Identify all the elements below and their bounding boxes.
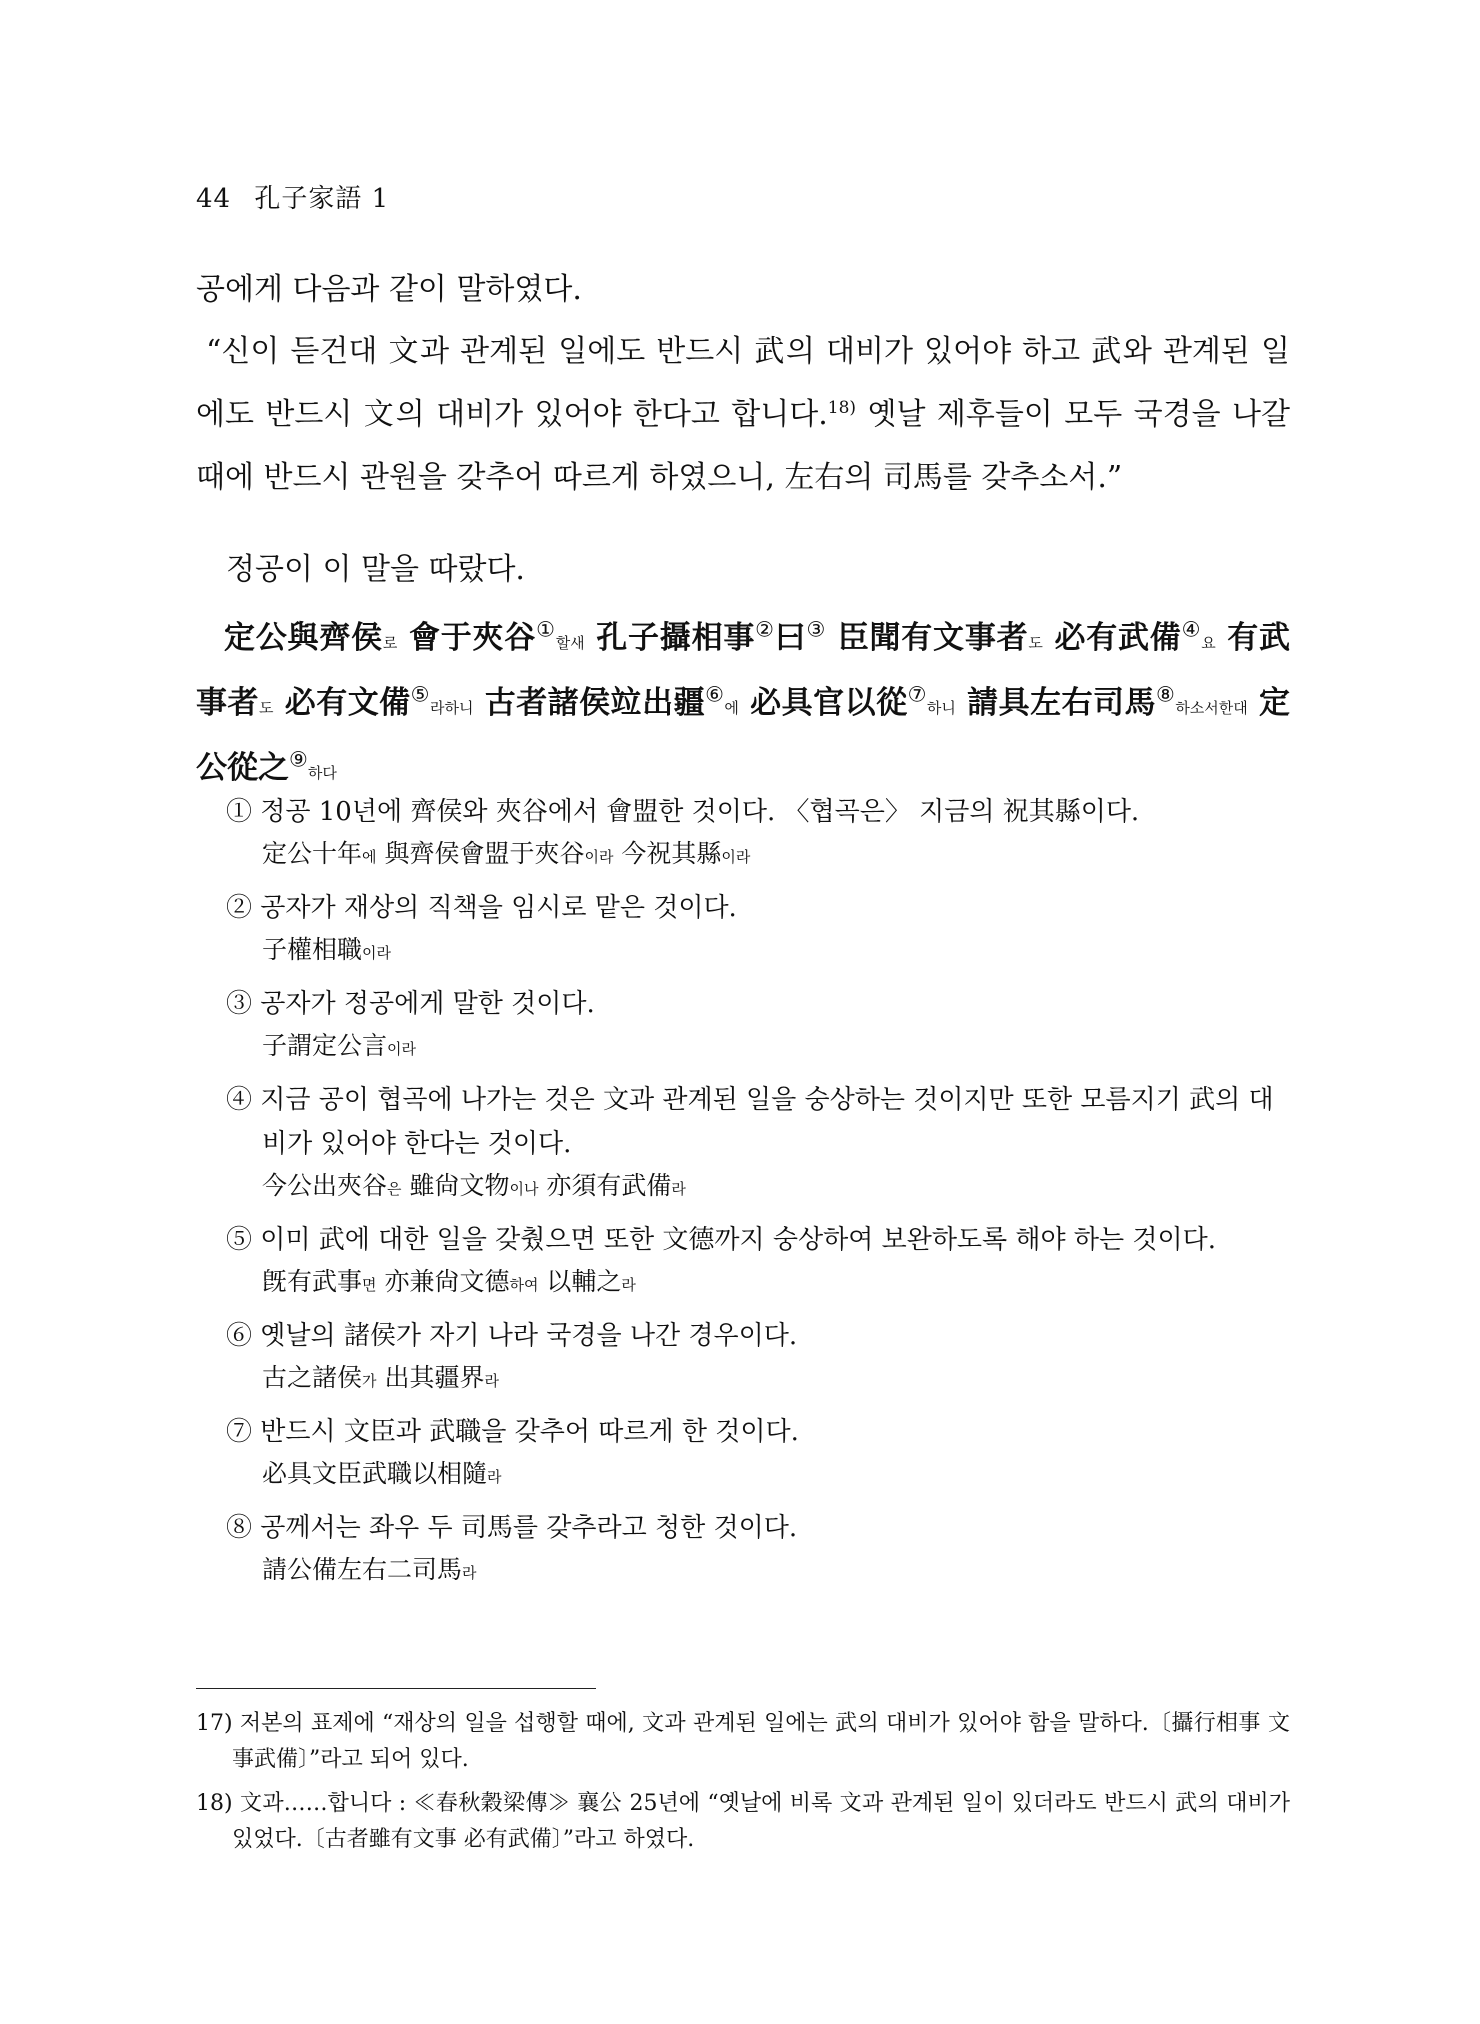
- annotation-item: [226, 1078, 1290, 1209]
- annotation-chinese-phrase: 定公十年: [262, 839, 363, 868]
- annotation-marker: ④: [1181, 617, 1202, 642]
- hangul-particle: 라: [621, 1276, 636, 1294]
- annotation-korean: ② 공자가 재상의 직책을 임시로 맡은 것이다.: [226, 893, 737, 923]
- hangul-particle: 이라: [721, 848, 751, 866]
- annotation-chinese: [226, 1454, 1290, 1497]
- hangul-particle: 요: [1201, 634, 1216, 652]
- hangul-particle: 로: [382, 634, 398, 652]
- annotation-item: [226, 1218, 1290, 1305]
- page-number: 44: [196, 184, 232, 214]
- hangul-particle: 도: [1028, 634, 1043, 652]
- hangul-particle: 하여: [509, 1276, 539, 1294]
- footnotes: [196, 1706, 1290, 1866]
- annotation-chinese: [226, 834, 1290, 877]
- annotation-chinese-phrase: 請公備左右二司馬: [262, 1555, 463, 1584]
- annotation-korean: ③ 공자가 정공에게 말한 것이다.: [226, 989, 595, 1019]
- annotation-chinese: [226, 1262, 1290, 1305]
- hangul-particle: 이나: [509, 1180, 539, 1198]
- annotation-chinese: [226, 1550, 1290, 1593]
- annotation-chinese-phrase: 與齊侯會盟于夾谷: [376, 839, 585, 868]
- annotation-list: [226, 790, 1290, 1602]
- annotation-chinese-phrase: 古之諸侯: [262, 1363, 363, 1392]
- annotation-chinese-phrase: 子權相職: [262, 935, 363, 964]
- hangul-particle: 에: [362, 848, 377, 866]
- annotation-item: [226, 1506, 1290, 1593]
- translation-paragraph-2: [196, 320, 1290, 509]
- hangul-particle: 이라: [584, 848, 614, 866]
- classical-phrase: 臣聞有文事者: [826, 620, 1029, 656]
- hangul-particle: 도: [258, 699, 274, 717]
- annotation-korean: ⑥ 옛날의 諸侯가 자기 나라 국경을 나간 경우이다.: [226, 1321, 798, 1351]
- annotation-chinese: [226, 930, 1290, 973]
- footnote-17: 17) 저본의 표제에 “재상의 일을 섭행할 때에, 文과 관계된 일에는 武의 대비가 있어야 함을 말하다.〔攝行相事 文事武備〕”라고 되어 있다.: [196, 1711, 1290, 1772]
- annotation-item: [226, 1314, 1290, 1401]
- classical-phrase: 必具官以從: [738, 685, 908, 721]
- classical-phrase: 會于夾谷: [397, 620, 537, 656]
- classical-phrase: 請具左右司馬: [955, 685, 1156, 721]
- translation-text: 옛날 제후들이 모두 국경을 나갈 때에 반드시 관원을 갖추어 따르게 하였으니, 左右의 司馬를 갖추소서.”: [196, 397, 1290, 495]
- annotation-chinese-phrase: 以輔之: [538, 1267, 622, 1296]
- annotation-chinese: [226, 1026, 1290, 1069]
- annotation-item: [226, 1410, 1290, 1497]
- hangul-particle: 라: [462, 1564, 477, 1582]
- annotation-chinese-phrase: 必具文臣武職以相隨: [262, 1459, 488, 1488]
- hangul-particle: 할새: [555, 634, 585, 652]
- annotation-item: [226, 982, 1290, 1069]
- annotation-marker: ⑧: [1156, 682, 1176, 707]
- hangul-particle: 에: [724, 699, 739, 717]
- classical-phrase: 定公從之: [196, 685, 1291, 786]
- classical-phrase: 孔子攝相事: [584, 620, 756, 656]
- annotation-korean: ④ 지금 공이 협곡에 나가는 것은 文과 관계된 일을 숭상하는 것이지만 또한 모름지기 武의 대비가 있어야 한다는 것이다.: [226, 1085, 1274, 1159]
- book-title: 孔子家語 1: [254, 184, 390, 214]
- annotation-chinese-phrase: 亦兼尙文德: [376, 1267, 510, 1296]
- hangul-particle: 라: [671, 1180, 686, 1198]
- annotation-chinese-phrase: 子謂定公言: [262, 1031, 388, 1060]
- annotation-marker: ⑤: [410, 682, 430, 707]
- annotation-item: [226, 790, 1290, 877]
- annotation-korean: ⑧ 공께서는 좌우 두 司馬를 갖추라고 청한 것이다.: [226, 1513, 798, 1543]
- hangul-particle: 라하니: [429, 699, 474, 717]
- annotation-chinese-phrase: 亦須有武備: [538, 1171, 672, 1200]
- annotation-chinese-phrase: 出其疆界: [376, 1363, 485, 1392]
- classical-chinese-text: [196, 608, 1290, 803]
- classical-phrase: 古者諸侯竝出疆: [473, 685, 706, 721]
- classical-phrase: 必有文備: [273, 685, 411, 721]
- annotation-korean: ⑦ 반드시 文臣과 武職을 갖추어 따르게 한 것이다.: [226, 1417, 799, 1447]
- classical-phrase: 必有武備: [1042, 620, 1182, 656]
- hangul-particle: 이라: [387, 1040, 416, 1058]
- annotation-marker: ⑦: [907, 682, 927, 707]
- classical-phrase: 有武事者: [196, 620, 1291, 721]
- hangul-particle: 하다: [307, 764, 337, 782]
- annotation-item: [226, 886, 1290, 973]
- annotation-marker: ⑥: [705, 682, 725, 707]
- classical-phrase: 曰: [774, 620, 807, 656]
- annotation-marker: ①: [536, 617, 556, 642]
- classical-phrase: 定公與齊侯: [224, 620, 383, 656]
- annotation-marker: ③: [806, 617, 827, 642]
- hangul-particle: 하니: [926, 699, 956, 717]
- hangul-particle: 은: [387, 1180, 402, 1198]
- hangul-particle: 라: [484, 1372, 499, 1390]
- running-header: [196, 178, 389, 215]
- annotation-chinese-phrase: 旣有武事: [262, 1267, 363, 1296]
- annotation-chinese-phrase: 雖尙文物: [401, 1171, 510, 1200]
- annotation-chinese: [226, 1358, 1290, 1401]
- translation-paragraph-1: 공에게 다음과 같이 말하였다.: [196, 272, 582, 307]
- hangul-particle: 라: [487, 1468, 502, 1486]
- footnote-ref-18: 18): [827, 398, 857, 418]
- translation-text: “신이 듣건대 文과 관계된 일에도 반드시 武의 대비가 있어야 하고 武와 관계된 일에도 반드시 文의 대비가 있어야 한다고 합니다.: [196, 334, 1290, 432]
- footnote-divider: [196, 1688, 596, 1689]
- annotation-chinese: [226, 1166, 1290, 1209]
- annotation-chinese-phrase: 今祝其縣: [613, 839, 722, 868]
- footnote-18: 18) 文과……합니다 : ≪春秋穀梁傳≫ 襄公 25년에 “옛날에 비록 文과 관계된 일이 있더라도 반드시 武의 대비가 있었다.〔古者雖有文事 必有武備〕”라고 하였다.: [196, 1791, 1290, 1852]
- annotation-marker: ⑨: [289, 747, 308, 772]
- annotation-korean: ⑤ 이미 武에 대한 일을 갖췄으면 또한 文德까지 숭상하여 보완하도록 해야 하는 것이다.: [226, 1225, 1217, 1255]
- hangul-particle: 면: [362, 1276, 377, 1294]
- hangul-particle: 하소서한대: [1175, 699, 1248, 717]
- translation-paragraph-3: 정공이 이 말을 따랐다.: [226, 552, 525, 587]
- annotation-marker: ②: [755, 617, 775, 642]
- hangul-particle: 이라: [362, 944, 391, 962]
- annotation-chinese-phrase: 今公出夾谷: [262, 1171, 388, 1200]
- annotation-korean: ① 정공 10년에 齊侯와 夾谷에서 會盟한 것이다. 〈협곡은〉 지금의 祝其縣이다.: [226, 797, 1140, 827]
- hangul-particle: 가: [362, 1372, 377, 1390]
